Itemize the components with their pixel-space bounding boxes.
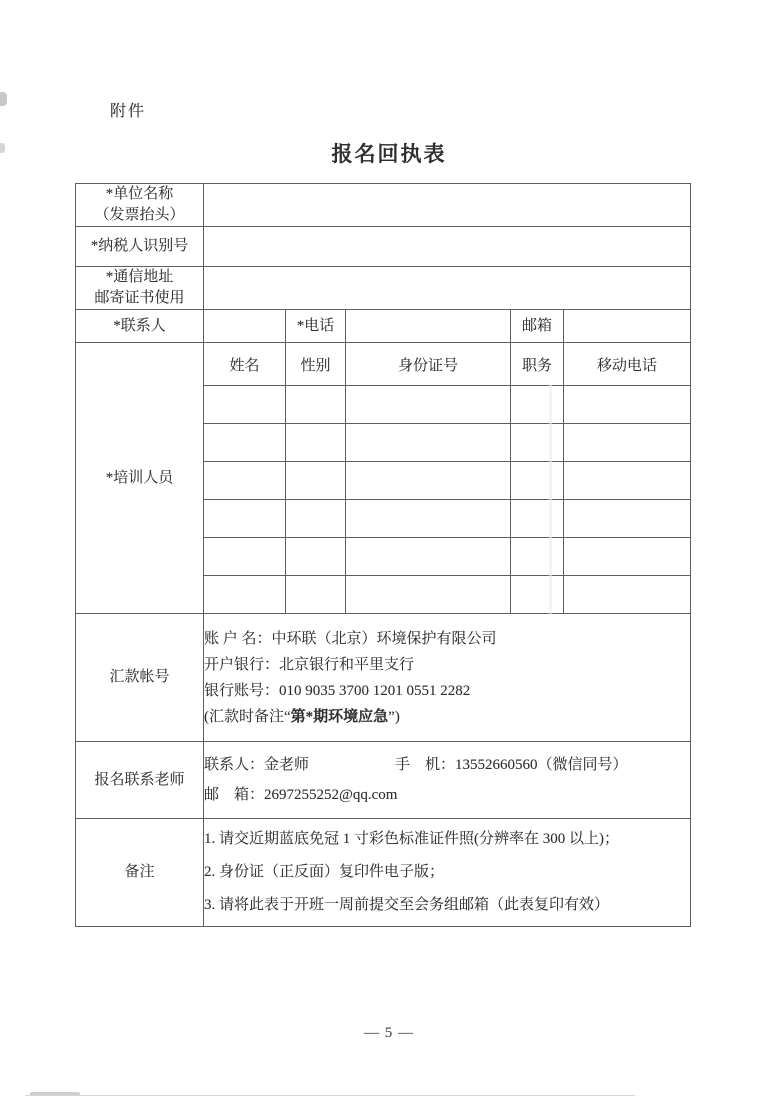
mailing-address-row [76,267,691,310]
trainee-cell [346,538,511,576]
trainee-col-header-id-number: 身份证号 [346,343,511,386]
remittance-account-number: 银行账号：010 9035 3700 1201 0551 2282 [204,682,471,699]
attachment-label: 附件 [110,103,147,120]
trainee-cell [286,424,346,462]
taxpayer-id-row [76,227,691,267]
trainee-col-header-name: 姓名 [204,343,286,386]
trainee-cell [286,386,346,424]
trainee-cell [564,386,691,424]
trainee-cell [564,500,691,538]
contact-person-label: *联系人 [76,310,204,343]
mailing-address-label [76,267,204,310]
remittance-label: 汇款帐号 [76,614,204,742]
trainee-header-row [76,343,691,386]
trainee-cell [204,386,286,424]
trainee-cell [204,462,286,500]
unit-name-row [76,184,691,227]
remittance-account-name: 账 户 名：中环联（北京）环境保护有限公司 [204,630,497,647]
remittance-note: (汇款时备注“第*期环境应急”) [204,708,400,725]
remark-item-3: 3. 请将此表于开班一周前提交至会务组邮箱（此表复印有效） [204,897,610,913]
contact-row [76,310,691,343]
mailing-address-input-cell [204,267,691,310]
unit-name-label [76,184,204,227]
trainee-cell [346,424,511,462]
trainee-col-header-mobile: 移动电话 [564,343,691,386]
teacher-email: 2697255252@qq.com [264,787,398,803]
trainee-cell [204,576,286,614]
trainee-cell [511,538,564,576]
trainee-cell [346,462,511,500]
unit-name-input-cell [204,184,691,227]
trainee-col-header-gender: 性别 [286,343,346,386]
trainee-cell [511,576,564,614]
remittance-row [76,614,691,742]
remark-item-1: 1. 请交近期蓝底免冠 1 寸彩色标准证件照(分辨率在 300 以上)； [204,831,619,847]
remarks-label: 备注 [76,819,204,927]
teacher-contact-line: 联系人：金老师 手 机：13552660560（微信同号） [204,757,628,773]
trainee-cell [511,386,564,424]
email-input-cell [564,310,691,343]
trainee-cell [564,538,691,576]
remarks-row [76,819,691,927]
unit-name-label-line1: *单位名称 [105,186,174,202]
scan-edge-artifact [0,143,5,153]
scan-edge-artifact [0,92,7,106]
remittance-bank: 开户银行：北京银行和平里支行 [204,656,415,673]
trainee-cell [204,538,286,576]
trainee-cell [564,462,691,500]
trainees-label: *培训人员 [76,343,204,614]
trainee-cell [346,500,511,538]
trainee-cell [204,424,286,462]
scan-bottom-artifact [25,1095,635,1096]
trainee-cell [511,462,564,500]
teacher-mobile: 13552660560（微信同号） [455,757,628,773]
trainee-cell [286,576,346,614]
remittance-note-bold: 第*期环境应急 [290,708,389,725]
mailing-address-label-line2: 邮寄证书使用 [94,290,185,306]
trainee-cell [564,576,691,614]
teacher-name: 金老师 [264,757,310,773]
registration-teacher-details [204,742,691,819]
registration-teacher-row [76,742,691,819]
trainee-cell [564,424,691,462]
trainee-cell [511,500,564,538]
trainee-cell [286,462,346,500]
form-title: 报名回执表 [331,142,447,166]
trainee-cell [204,500,286,538]
contact-person-input-cell [204,310,286,343]
trainee-cell [286,500,346,538]
registration-form-table [75,183,691,927]
mailing-address-label-line1: *通信地址 [105,269,174,285]
trainee-cell [286,538,346,576]
teacher-email-line: 邮 箱：2697255252@qq.com [204,787,398,803]
remark-item-2: 2. 身份证（正反面）复印件电子版； [204,864,445,880]
trainee-cell [511,424,564,462]
registration-teacher-label: 报名联系老师 [76,742,204,819]
trainee-col-header-position: 职务 [511,343,564,386]
trainee-cell [346,386,511,424]
phone-input-cell [346,310,511,343]
taxpayer-id-label: *纳税人识别号 [76,227,204,267]
taxpayer-id-input-cell [204,227,691,267]
email-label: 邮箱 [511,310,564,343]
phone-label: *电话 [286,310,346,343]
trainee-cell [346,576,511,614]
scan-streak-artifact [549,385,552,615]
remarks-details [204,819,691,927]
unit-name-label-line2: （发票抬头） [94,207,185,223]
remittance-details [204,614,691,742]
page-number: — 5 — [364,1025,414,1041]
